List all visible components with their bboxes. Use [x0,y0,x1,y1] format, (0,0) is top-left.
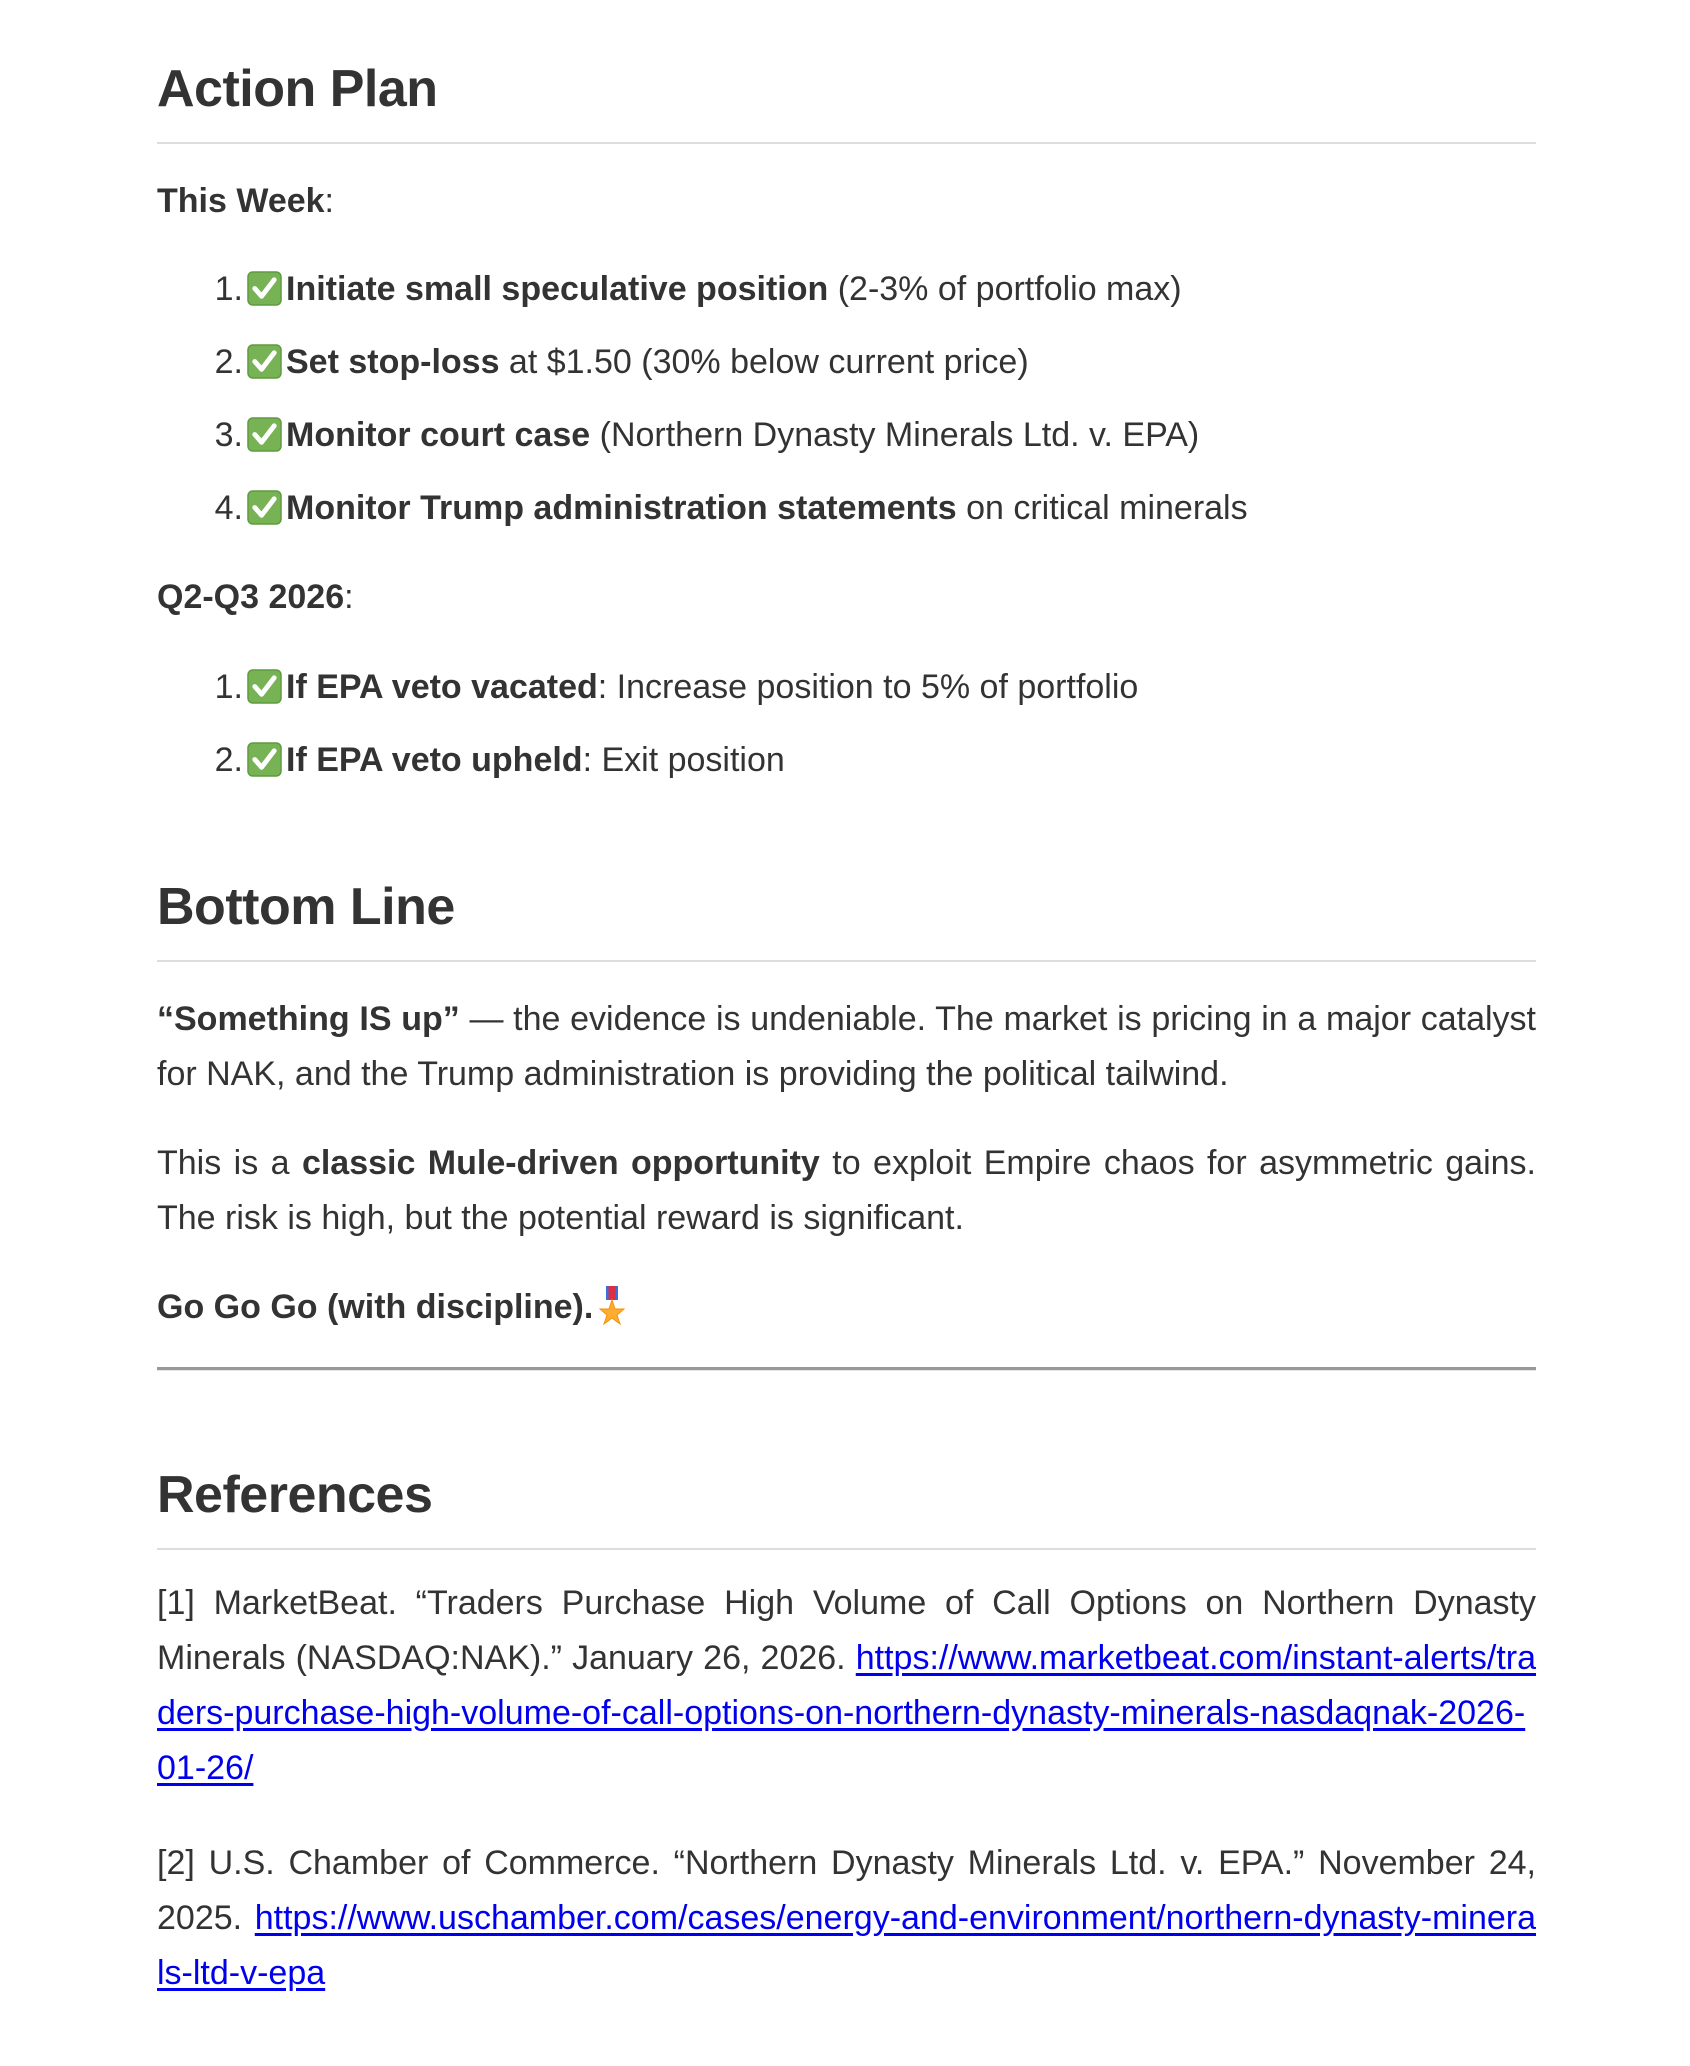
bottom-line-section [157,876,1536,962]
reference-link[interactable]: https://www.marketbeat.com/instant-alerts/traders-purchase-high-volume-of-call-options-on-northern-dynasty-minerals-nasdaqnak-2026-01-26/ [157,1639,1536,1787]
list-item-text: : Increase position to 5% of portfolio [597,668,1139,706]
bottom-line-paragraph-1 [157,992,1536,1102]
reference-item-1 [157,1576,1536,1796]
paragraph-text: This is a [157,1144,302,1182]
list-item-number: 2. [214,343,243,381]
reference-citation: [2] U.S. Chamber of Commerce. “Northern Dynasty Minerals Ltd. v. EPA.” November 24, 2025. [157,1844,1536,1937]
paragraph-text: — the evidence is undeniable. The market is pricing in a major catalyst for NAK, and the Trump administration is providing the political tailwind. [157,1000,1536,1093]
list-item [214,660,1536,715]
list-item-bold: If EPA veto vacated [286,668,598,706]
list-item-bold: If EPA veto upheld [286,741,583,779]
section-divider [157,1367,1536,1371]
action-plan-section [157,58,1536,144]
list-item-text: on critical minerals [956,489,1248,527]
list-item-text: at $1.50 (30% below current price) [499,343,1029,381]
emphasis-text: classic Mule-driven opportunity [301,1144,820,1182]
reference-citation: [1] MarketBeat. “Traders Purchase High Volume of Call Options on Northern Dynasty Minerals (NASDAQ:NAK).” January 26, 2026. [157,1584,1536,1677]
this-week-colon: : [324,182,334,220]
list-item-bold: Monitor court case [286,416,591,454]
q2-q3-colon: : [344,578,354,616]
list-item-number: 3. [214,416,243,454]
bottom-line-paragraph-3 [157,1280,1536,1335]
references-heading: References [157,1464,1536,1550]
reference-link[interactable]: https://www.uschamber.com/cases/energy-and-environment/northern-dynasty-minerals-ltd-v-epa [157,1899,1536,1992]
white-check-mark-icon [247,417,282,452]
list-item [214,408,1536,463]
action-plan-heading: Action Plan [157,58,1536,144]
q2-q3-label-text: Q2-Q3 2026 [157,578,345,616]
list-item-bold: Initiate small speculative position [286,270,829,308]
bottom-line-paragraph-2 [157,1136,1536,1246]
white-check-mark-icon [247,271,282,306]
reference-item-2 [157,1836,1536,2001]
references-section [157,1464,1536,1550]
this-week-label [157,174,334,229]
list-item-number: 4. [214,489,243,527]
bottom-line-heading: Bottom Line [157,876,1536,962]
list-item-text: (Northern Dynasty Minerals Ltd. v. EPA) [590,416,1200,454]
this-week-label-text: This Week [157,182,325,220]
white-check-mark-icon [247,490,282,525]
white-check-mark-icon [247,344,282,379]
q2-q3-label [157,570,354,625]
list-item [214,262,1536,317]
list-item-text: : Exit position [582,741,785,779]
paragraph-text: to exploit Empire chaos for asymmetric gains. The risk is high, but the potential reward is significant. [157,1144,1536,1237]
list-item-bold: Monitor Trump administration statements [286,489,957,527]
list-item-text: (2-3% of portfolio max) [828,270,1182,308]
list-item [214,335,1536,390]
list-item [214,481,1536,536]
list-item-number: 1. [214,668,243,706]
military-medal-icon [599,1286,625,1326]
list-item [214,733,1536,788]
list-item-bold: Set stop-loss [286,343,500,381]
something-is-up-quote: “Something IS up” [157,1000,460,1038]
this-week-list [157,262,1536,554]
white-check-mark-icon [247,742,282,777]
list-item-number: 2. [214,741,243,779]
white-check-mark-icon [247,669,282,704]
list-item-number: 1. [214,270,243,308]
q2-q3-list [157,660,1536,806]
go-go-go-text: Go Go Go (with discipline). [157,1288,594,1326]
